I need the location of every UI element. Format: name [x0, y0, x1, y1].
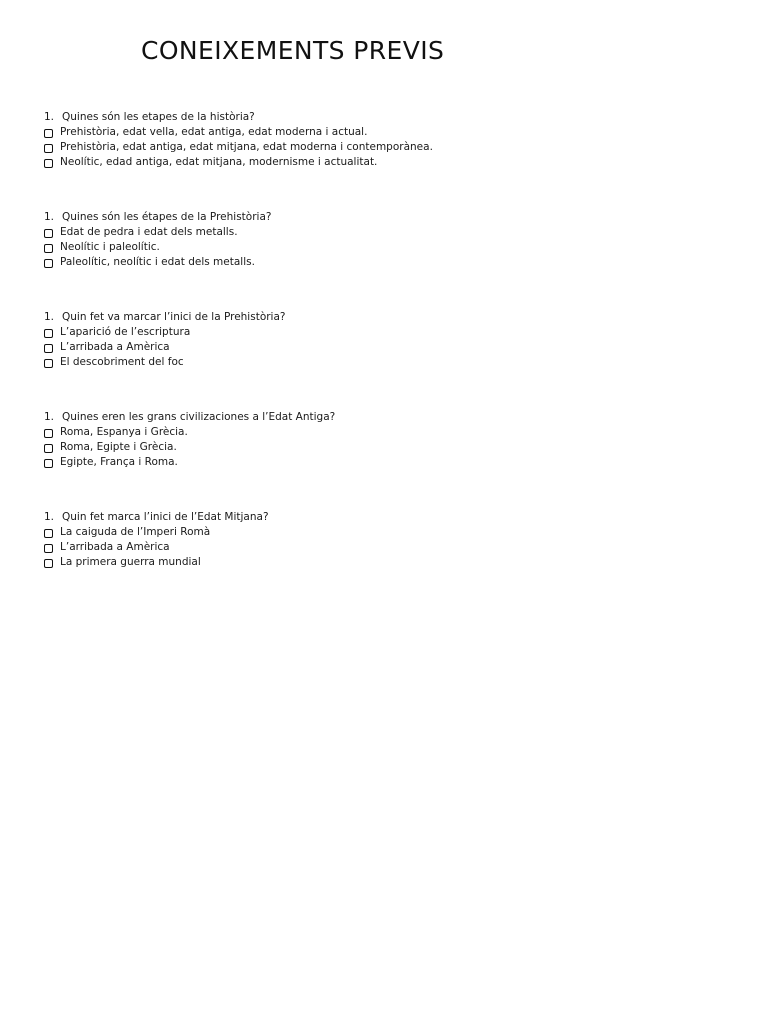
option-1-b[interactable] [44, 140, 744, 155]
option-label: Prehistòria, edat vella, edat antiga, edat moderna i actual. [60, 126, 368, 138]
question-text: Quines són les étapes de la Prehistòria? [62, 211, 272, 223]
option-label: El descobriment del foc [60, 356, 184, 368]
option-1-c[interactable] [44, 155, 744, 170]
checkbox[interactable] [44, 244, 53, 253]
checkbox[interactable] [44, 229, 53, 238]
option-2-b[interactable] [44, 240, 744, 255]
option-5-b[interactable] [44, 540, 744, 555]
checkbox[interactable] [44, 544, 53, 553]
checkbox[interactable] [44, 144, 53, 153]
question-5 [44, 510, 744, 525]
option-label: Prehistòria, edat antiga, edat mitjana, edat moderna i contemporànea. [60, 141, 433, 153]
question-number: 1. [44, 211, 55, 223]
option-label: Paleolític, neolític i edat dels metalls. [60, 256, 255, 268]
option-3-b[interactable] [44, 340, 744, 355]
page-title: CONEIXEMENTS PREVIS [141, 36, 445, 65]
option-label: L’arribada a Amèrica [60, 341, 170, 353]
question-1 [44, 110, 744, 125]
option-5-c[interactable] [44, 555, 744, 570]
question-number: 1. [44, 511, 55, 523]
question-block-1 [44, 110, 744, 170]
option-2-a[interactable] [44, 225, 744, 240]
checkbox[interactable] [44, 129, 53, 138]
option-label: Roma, Espanya i Grècia. [60, 426, 188, 438]
checkbox[interactable] [44, 429, 53, 438]
option-label: La primera guerra mundial [60, 556, 201, 568]
question-number: 1. [44, 311, 55, 323]
option-label: Neolític, edad antiga, edat mitjana, modernisme i actualitat. [60, 156, 378, 168]
option-3-c[interactable] [44, 355, 744, 370]
option-label: Egipte, França i Roma. [60, 456, 178, 468]
option-3-a[interactable] [44, 325, 744, 340]
checkbox[interactable] [44, 529, 53, 538]
question-4 [44, 410, 744, 425]
option-4-b[interactable] [44, 440, 744, 455]
question-text: Quin fet marca l’inici de l’Edat Mitjana? [62, 511, 269, 523]
question-2 [44, 210, 744, 225]
checkbox[interactable] [44, 444, 53, 453]
question-number: 1. [44, 111, 55, 123]
question-block-4 [44, 410, 744, 470]
question-3 [44, 310, 744, 325]
question-text: Quin fet va marcar l’inici de la Prehistòria? [62, 311, 286, 323]
option-4-c[interactable] [44, 455, 744, 470]
question-text: Quines eren les grans civilizaciones a l’Edat Antiga? [62, 411, 336, 423]
checkbox[interactable] [44, 259, 53, 268]
checkbox[interactable] [44, 159, 53, 168]
option-4-a[interactable] [44, 425, 744, 440]
option-label: Neolític i paleolític. [60, 241, 160, 253]
option-2-c[interactable] [44, 255, 744, 270]
option-label: Roma, Egipte i Grècia. [60, 441, 177, 453]
quiz [44, 110, 744, 610]
option-1-a[interactable] [44, 125, 744, 140]
option-label: L’arribada a Amèrica [60, 541, 170, 553]
checkbox[interactable] [44, 329, 53, 338]
checkbox[interactable] [44, 459, 53, 468]
option-label: Edat de pedra i edat dels metalls. [60, 226, 238, 238]
option-label: L’aparició de l’escriptura [60, 326, 191, 338]
option-5-a[interactable] [44, 525, 744, 540]
question-block-5 [44, 510, 744, 570]
checkbox[interactable] [44, 559, 53, 568]
question-block-3 [44, 310, 744, 370]
question-text: Quines són les etapes de la història? [62, 111, 255, 123]
option-label: La caiguda de l’Imperi Romà [60, 526, 211, 538]
question-block-2 [44, 210, 744, 270]
checkbox[interactable] [44, 344, 53, 353]
question-number: 1. [44, 411, 55, 423]
checkbox[interactable] [44, 359, 53, 368]
